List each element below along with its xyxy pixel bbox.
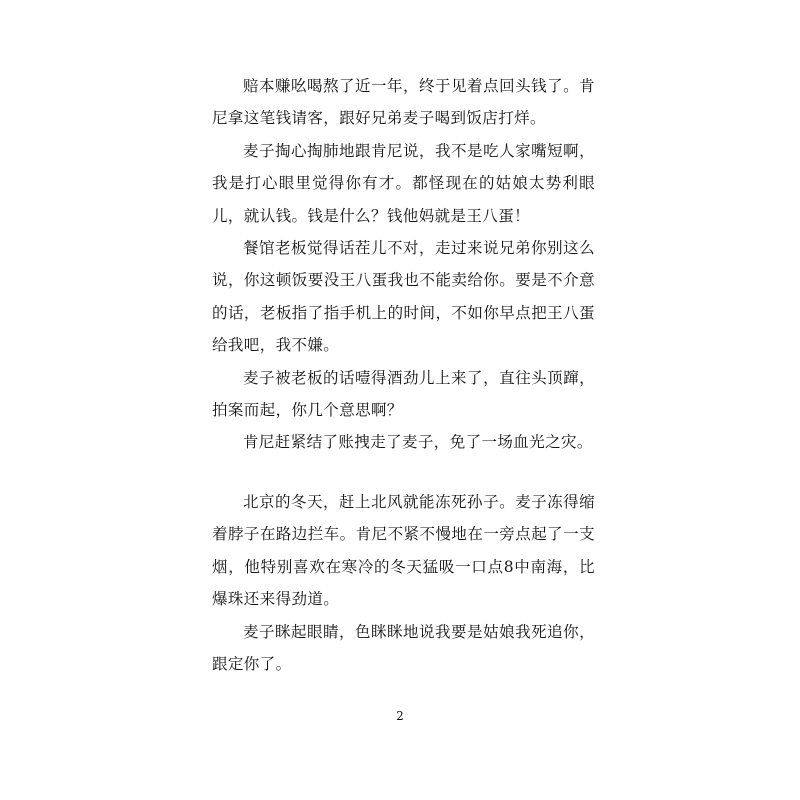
paragraph: 北京的冬天，赶上北风就能冻死孙子。麦子冻得缩着脖子在路边拦车。肯尼不紧不慢地在一旁点起了一支烟，他特别喜欢在寒冷的冬天猛吸一口点8中南海，比爆珠还来得劲道。 <box>212 493 595 609</box>
paragraph: 麦子被老板的话噎得酒劲儿上来了，直往头顶蹿，拍案而起，你几个意思啊？ <box>212 368 595 420</box>
paragraph: 麦子眯起眼睛，色眯眯地说我要是姑娘我死追你，跟定你了。 <box>212 622 595 674</box>
paragraph: 肯尼赶紧结了账拽走了麦子，免了一场血光之灾。 <box>243 433 593 452</box>
story-section-1 <box>212 70 595 459</box>
paragraph: 餐馆老板觉得话茬儿不对，走过来说兄弟你别这么说，你这顿饭要没王八蛋我也不能卖给你。要是不介意的话，老板指了指手机上的时间，不如你早点把王八蛋给我吧，我不嫌。 <box>212 239 595 355</box>
page-number: 2 <box>396 709 404 723</box>
story-section-2 <box>212 486 595 680</box>
paragraph: 麦子掏心掏肺地跟肯尼说，我不是吃人家嘴短啊，我是打心眼里觉得你有才。都怪现在的姑娘太势利眼儿，就认钱。钱是什么？钱他妈就是王八蛋！ <box>212 141 595 225</box>
paragraph: 赔本赚吆喝熬了近一年，终于见着点回头钱了。肯尼拿这笔钱请客，跟好兄弟麦子喝到饭店打烊。 <box>212 77 595 128</box>
